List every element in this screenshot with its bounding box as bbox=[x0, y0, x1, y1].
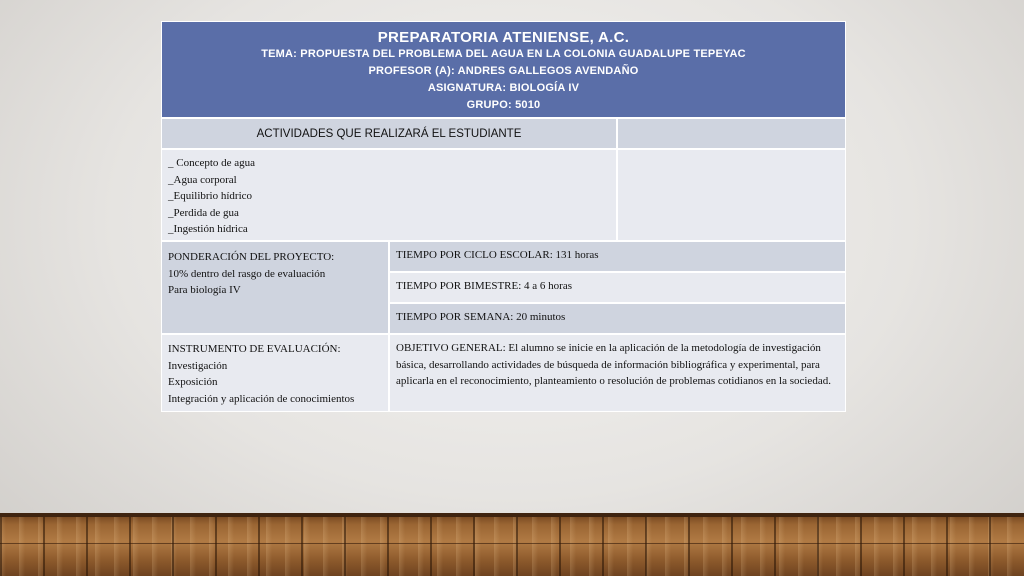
list-item: _Equilibrio hídrico bbox=[168, 190, 253, 202]
objective-text: OBJETIVO GENERAL: El alumno se inicie en la aplicación de la metodología de investigación básica, desarrollando actividades de búsqueda de información bibliográfica y experimental, para aplicarla en el reconocimiento, planteamiento o resolución de problemas cotidianos en la sociedad. bbox=[396, 342, 831, 387]
time-week: TIEMPO POR SEMANA: 20 minutos bbox=[396, 311, 566, 323]
group-line: GRUPO: 5010 bbox=[466, 99, 541, 111]
list-item: _Agua corporal bbox=[168, 173, 237, 186]
weighting-label: PONDERACIÓN DEL PROYECTO: bbox=[168, 251, 335, 263]
wood-floor bbox=[0, 513, 1024, 576]
time-week-cell bbox=[390, 304, 845, 335]
instrument-label: INSTRUMENTO DE EVALUACIÓN: bbox=[168, 343, 341, 355]
instrument-line: Integración y aplicación de conocimientos bbox=[168, 392, 355, 405]
plan-table bbox=[162, 22, 845, 411]
weighting-line: Para biología IV bbox=[168, 284, 241, 296]
subject-line: ASIGNATURA: BIOLOGÍA IV bbox=[427, 82, 580, 94]
weighting-line: 10% dentro del rasgo de evaluación bbox=[168, 267, 326, 280]
list-item: _ Concepto de agua bbox=[168, 157, 256, 169]
time-bimester: TIEMPO POR BIMESTRE: 4 a 6 horas bbox=[396, 280, 572, 292]
instrument-line: Exposición bbox=[168, 376, 218, 388]
list-item: _Perdida de gua bbox=[168, 206, 239, 219]
time-cycle-cell bbox=[390, 242, 845, 273]
activities-heading-empty bbox=[618, 119, 845, 150]
activities-heading-text: ACTIVIDADES QUE REALIZARÁ EL ESTUDIANTE bbox=[256, 128, 522, 140]
activities-list bbox=[162, 150, 618, 242]
weighting-cell bbox=[162, 242, 390, 335]
instrument-cell bbox=[162, 335, 390, 411]
table-header bbox=[162, 22, 845, 119]
time-cycle: TIEMPO POR CICLO ESCOLAR: 131 horas bbox=[396, 249, 599, 261]
instrument-line: Investigación bbox=[168, 359, 228, 372]
school-title: PREPARATORIA ATENIENSE, A.C. bbox=[377, 29, 630, 46]
topic-line: TEMA: PROPUESTA DEL PROBLEMA DEL AGUA EN LA COLONIA GUADALUPE TEPEYAC bbox=[261, 48, 746, 60]
list-item: _Ingestión hídrica bbox=[168, 223, 248, 235]
time-bimester-cell bbox=[390, 273, 845, 304]
activities-heading bbox=[162, 119, 618, 150]
teacher-line: PROFESOR (A): ANDRES GALLEGOS AVENDAÑO bbox=[368, 65, 639, 77]
activities-empty-cell bbox=[618, 150, 845, 242]
objective-cell bbox=[390, 335, 845, 411]
